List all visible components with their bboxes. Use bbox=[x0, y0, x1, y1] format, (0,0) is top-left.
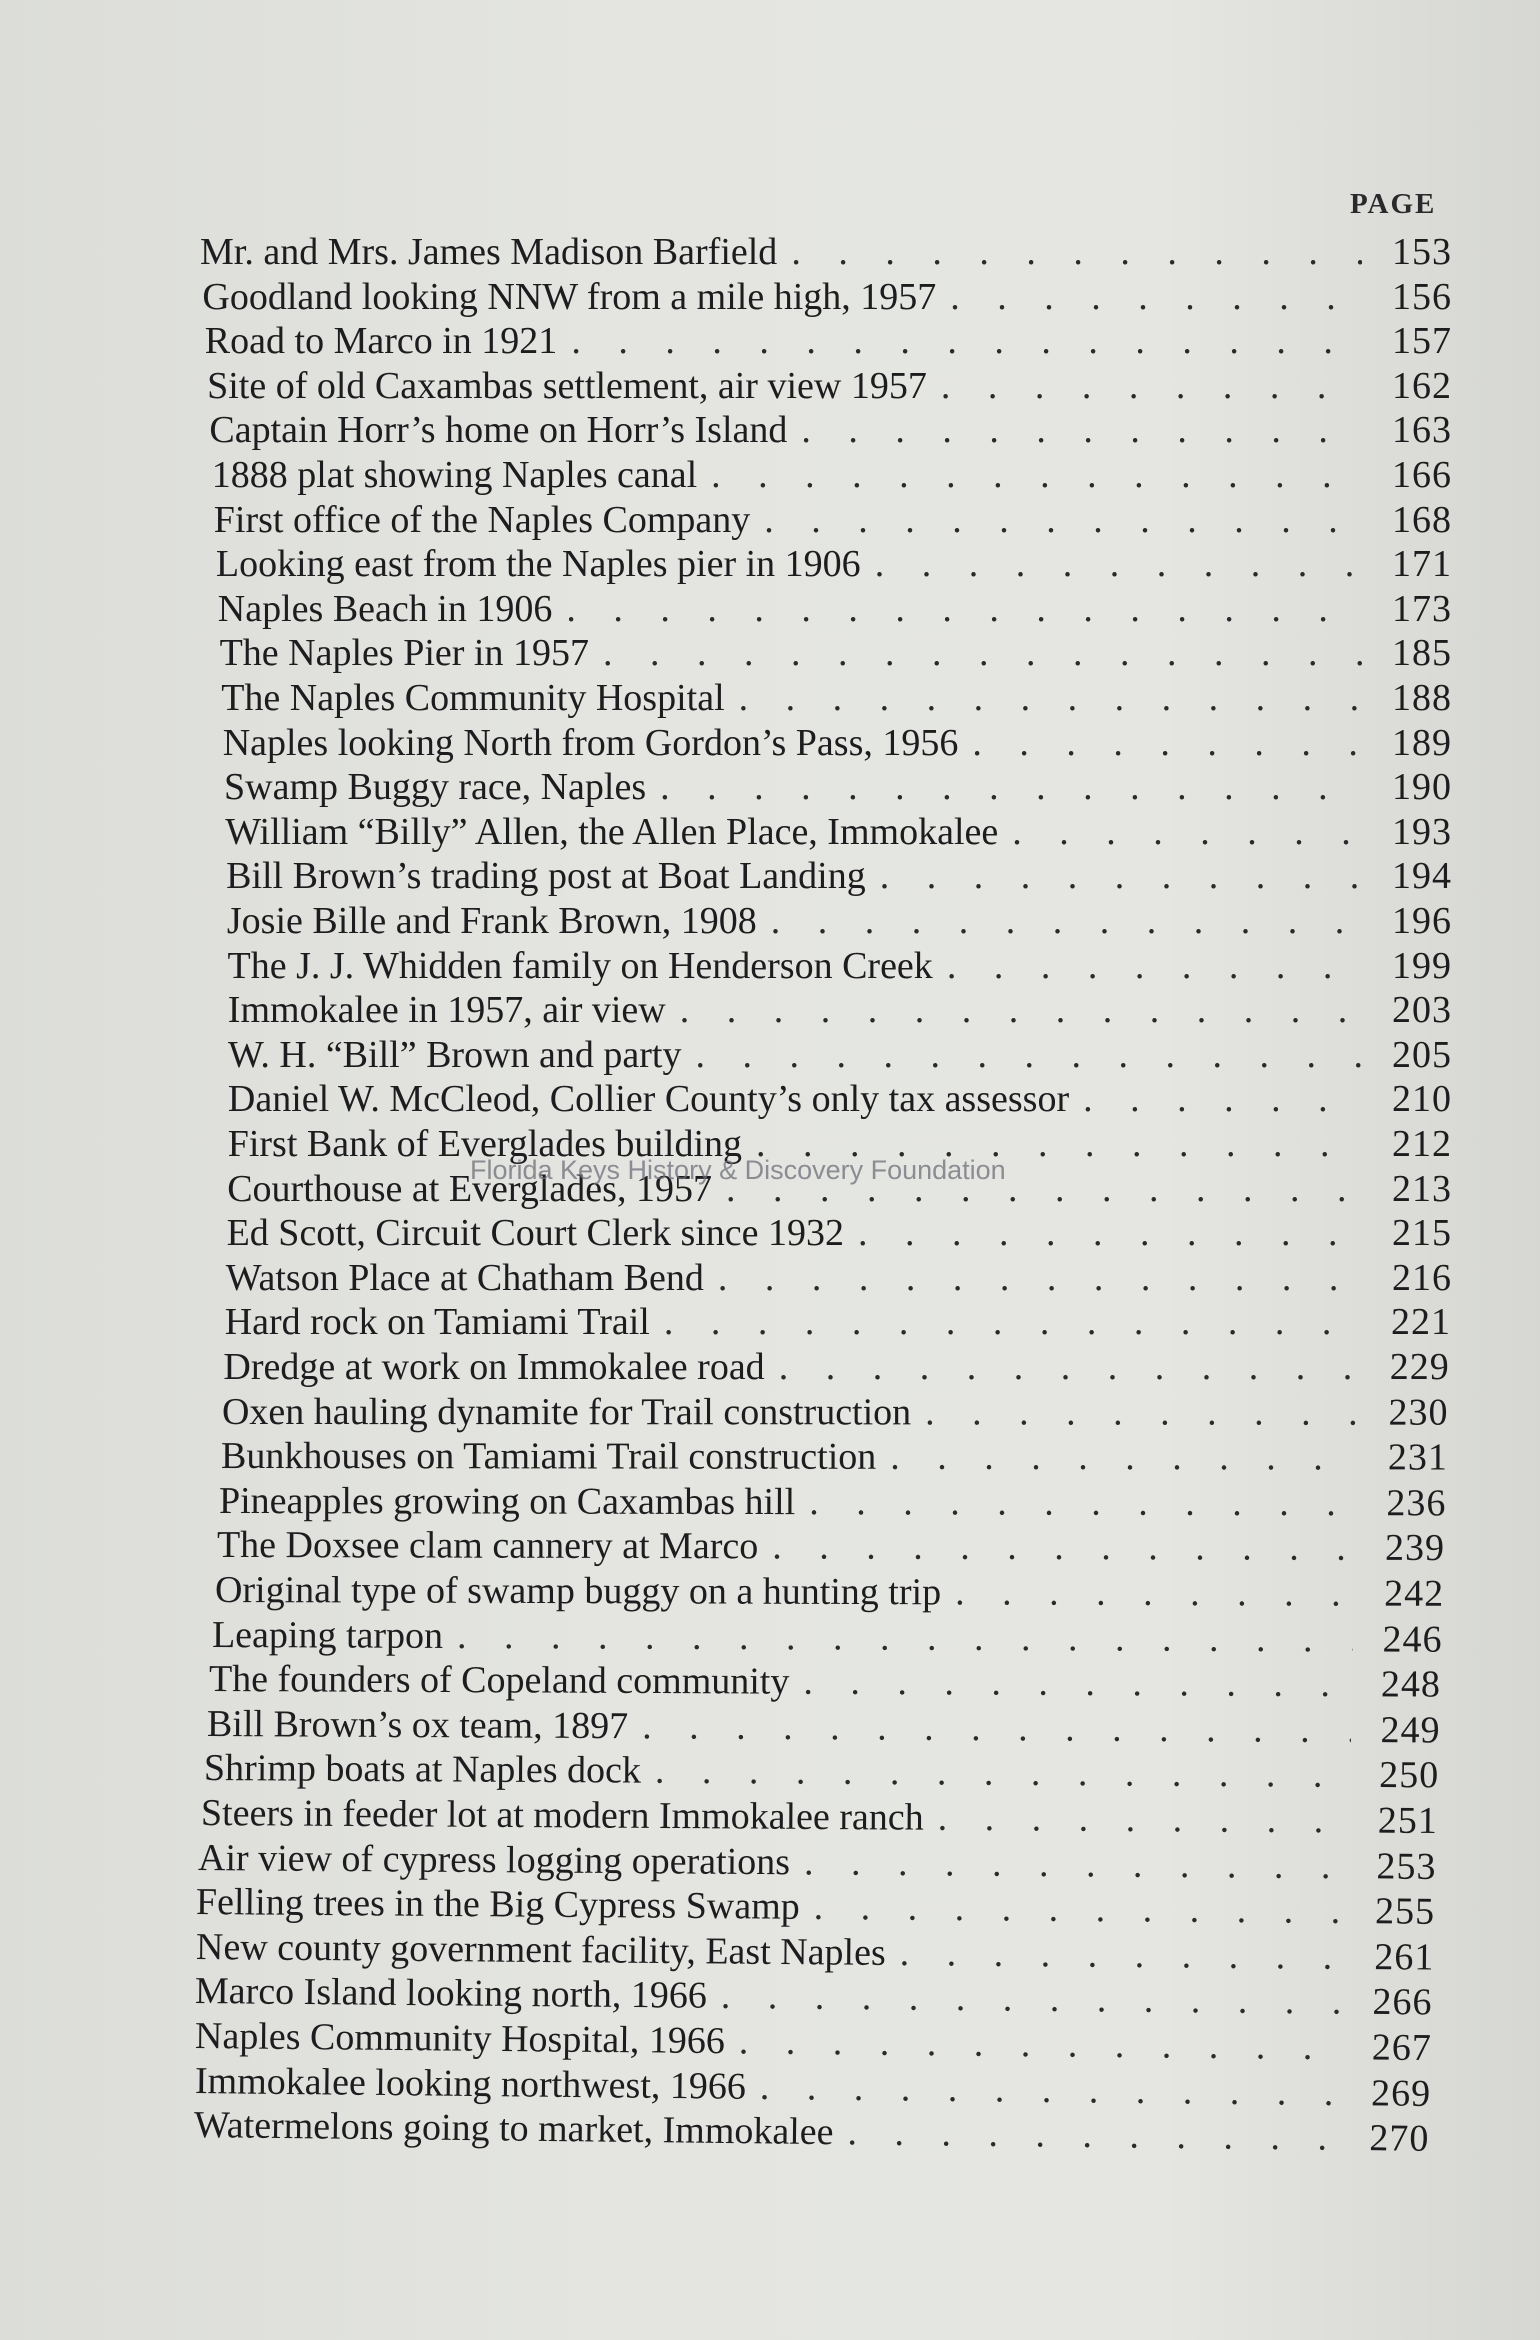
entry-title: Immokalee in 1957, air view bbox=[227, 989, 666, 1032]
list-item bbox=[225, 1300, 1451, 1344]
leader-dots bbox=[589, 631, 1362, 675]
list-item bbox=[227, 1211, 1452, 1255]
entry-page-number: 230 bbox=[1388, 1391, 1449, 1434]
list-item bbox=[228, 988, 1452, 1032]
entry-page-number: 250 bbox=[1378, 1754, 1440, 1797]
leader-dots bbox=[725, 2019, 1342, 2069]
list-item bbox=[219, 1479, 1446, 1525]
list-item bbox=[220, 1434, 1447, 1479]
entry-title: Naples Beach in 1906 bbox=[217, 587, 553, 630]
entry-page-number: 162 bbox=[1391, 364, 1452, 407]
entry-title: Marco Island looking north, 1966 bbox=[195, 1970, 708, 2018]
leader-dots bbox=[924, 1796, 1348, 1843]
list-item bbox=[214, 498, 1452, 542]
list-item bbox=[228, 944, 1453, 988]
entry-title: 1888 plat showing Naples canal bbox=[211, 454, 698, 496]
entry-title: Naples Community Hospital, 1966 bbox=[194, 2015, 726, 2063]
leader-dots bbox=[927, 364, 1362, 408]
entry-page-number: 261 bbox=[1374, 1935, 1435, 1979]
leader-dots bbox=[1069, 1077, 1362, 1121]
entry-page-number: 194 bbox=[1391, 855, 1452, 898]
list-item bbox=[224, 765, 1452, 809]
leader-dots bbox=[998, 810, 1362, 854]
leader-dots bbox=[765, 1345, 1360, 1389]
leader-dots bbox=[681, 1033, 1362, 1077]
leader-dots bbox=[941, 1570, 1354, 1615]
entry-title: Steers in feeder lot at modern Immokalee ranch bbox=[200, 1792, 924, 1839]
entry-page-number: 166 bbox=[1391, 454, 1452, 496]
entry-title: First office of the Naples Company bbox=[213, 498, 751, 541]
entry-page-number: 248 bbox=[1381, 1663, 1442, 1706]
leader-dots bbox=[861, 542, 1362, 586]
entry-title: Dredge at work on Immokalee road bbox=[223, 1346, 765, 1388]
list-item bbox=[216, 542, 1452, 586]
entry-page-number: 249 bbox=[1380, 1708, 1441, 1752]
entry-page-number: 205 bbox=[1392, 1033, 1452, 1076]
entry-title: Looking east from the Naples pier in 1906 bbox=[215, 543, 861, 586]
leader-dots bbox=[666, 988, 1362, 1032]
entry-page-number: 188 bbox=[1391, 677, 1452, 719]
list-item bbox=[215, 1568, 1444, 1616]
entry-title: Felling trees in the Big Cypress Swamp bbox=[196, 1881, 801, 1928]
entry-page-number: 210 bbox=[1391, 1078, 1452, 1121]
leader-dots bbox=[911, 1390, 1358, 1434]
entry-page-number: 255 bbox=[1375, 1890, 1436, 1933]
entry-page-number: 189 bbox=[1391, 721, 1452, 764]
entry-title: Watermelons going to market, Immokalee bbox=[193, 2104, 834, 2154]
entry-title: Site of old Caxambas settlement, air view 1957 bbox=[207, 364, 927, 407]
entry-title: Captain Horr’s home on Horr’s Island bbox=[209, 409, 788, 452]
list-item bbox=[201, 1791, 1438, 1843]
list-item bbox=[202, 275, 1452, 319]
leader-dots bbox=[758, 1525, 1355, 1570]
entry-title: The J. J. Whidden family on Henderson Creek bbox=[227, 944, 933, 987]
leader-dots bbox=[557, 319, 1362, 363]
entry-page-number: 171 bbox=[1391, 543, 1452, 586]
entry-title: Pineapples growing on Caxambas hill bbox=[218, 1479, 795, 1523]
entry-title: Watson Place at Chatham Bend bbox=[225, 1256, 704, 1299]
list-item bbox=[227, 899, 1452, 943]
entry-page-number: 168 bbox=[1391, 498, 1452, 541]
list-item bbox=[222, 1390, 1449, 1435]
entry-page-number: 163 bbox=[1391, 409, 1452, 452]
entry-page-number: 212 bbox=[1391, 1123, 1452, 1165]
entry-title: Swamp Buggy race, Naples bbox=[224, 766, 647, 809]
leader-dots bbox=[707, 1974, 1343, 2024]
leader-dots bbox=[650, 1300, 1361, 1344]
entry-title: Naples looking North from Gordon’s Pass, 1956 bbox=[222, 721, 959, 764]
leader-dots bbox=[787, 408, 1362, 452]
leader-dots bbox=[757, 899, 1362, 943]
leader-dots bbox=[646, 765, 1362, 809]
entry-page-number: 269 bbox=[1370, 2071, 1431, 2115]
entry-page-number: 196 bbox=[1391, 900, 1452, 942]
entry-page-number: 199 bbox=[1392, 944, 1452, 987]
leader-dots bbox=[443, 1613, 1353, 1660]
leader-dots bbox=[833, 2110, 1339, 2160]
leader-dots bbox=[795, 1480, 1356, 1525]
entry-title: Original type of swamp buggy on a hunting trip bbox=[214, 1569, 941, 1614]
entry-page-number: 215 bbox=[1391, 1212, 1452, 1255]
entry-page-number: 156 bbox=[1391, 275, 1452, 318]
entry-page-number: 203 bbox=[1391, 989, 1452, 1032]
entry-page-number: 157 bbox=[1391, 320, 1452, 363]
entry-page-number: 153 bbox=[1392, 231, 1452, 273]
list-item bbox=[223, 1345, 1449, 1389]
entry-title: William “Billy” Allen, the Allen Place, Immokalee bbox=[225, 810, 999, 853]
leader-dots bbox=[790, 1660, 1352, 1707]
entry-page-number: 253 bbox=[1376, 1845, 1437, 1888]
entry-title: Hard rock on Tamiami Trail bbox=[224, 1301, 650, 1344]
list-item bbox=[221, 676, 1452, 720]
leader-dots bbox=[697, 453, 1362, 497]
entry-title: The founders of Copeland community bbox=[209, 1658, 790, 1703]
leader-dots bbox=[800, 1885, 1346, 1933]
list-item bbox=[226, 1256, 1452, 1300]
entry-page-number: 246 bbox=[1382, 1618, 1443, 1661]
list-item bbox=[228, 1077, 1452, 1121]
list-item bbox=[205, 319, 1452, 363]
entry-title: The Naples Community Hospital bbox=[221, 677, 725, 719]
page-column-header: PAGE bbox=[1350, 188, 1437, 220]
entry-page-number: 173 bbox=[1391, 587, 1452, 630]
list-item bbox=[220, 631, 1452, 675]
entry-title: First Bank of Everglades building bbox=[227, 1123, 743, 1165]
leader-dots bbox=[552, 587, 1362, 631]
entry-title: Ed Scott, Circuit Court Clerk since 1932 bbox=[226, 1212, 845, 1255]
leader-dots bbox=[933, 944, 1362, 988]
entry-title: W. H. “Bill” Brown and party bbox=[228, 1033, 682, 1076]
leader-dots bbox=[876, 1435, 1358, 1480]
entry-page-number: 193 bbox=[1391, 810, 1452, 853]
entry-page-number: 242 bbox=[1383, 1572, 1444, 1615]
entry-title: Bunkhouses on Tamiami Trail construction bbox=[220, 1435, 876, 1478]
entry-title: Daniel W. McCleod, Collier County’s only tax assessor bbox=[227, 1078, 1070, 1121]
list-item bbox=[209, 408, 1452, 452]
entry-page-number: 229 bbox=[1389, 1346, 1450, 1388]
leader-dots bbox=[777, 230, 1362, 274]
leader-dots bbox=[725, 676, 1362, 720]
entry-title: Goodland looking NNW from a mile high, 1957 bbox=[202, 275, 937, 318]
leader-dots bbox=[958, 721, 1362, 765]
entry-page-number: 266 bbox=[1372, 1981, 1434, 2024]
list-item bbox=[212, 453, 1452, 497]
entry-page-number: 213 bbox=[1391, 1167, 1452, 1210]
list-item bbox=[206, 1702, 1440, 1752]
leader-dots bbox=[936, 275, 1362, 319]
list-item bbox=[225, 810, 1452, 854]
entry-page-number: 190 bbox=[1392, 766, 1452, 809]
leader-dots bbox=[790, 1840, 1347, 1888]
entry-page-number: 216 bbox=[1391, 1256, 1452, 1299]
leader-dots bbox=[641, 1749, 1349, 1797]
entry-page-number: 221 bbox=[1390, 1301, 1451, 1344]
list-item bbox=[223, 721, 1452, 765]
entry-page-number: 185 bbox=[1391, 632, 1452, 675]
entry-title: The Naples Pier in 1957 bbox=[219, 632, 589, 675]
entry-page-number: 267 bbox=[1371, 2026, 1433, 2070]
entry-title: Courthouse at Everglades, 1957 bbox=[227, 1167, 712, 1210]
leader-dots bbox=[704, 1256, 1362, 1300]
entry-title: Oxen hauling dynamite for Trail construction bbox=[221, 1390, 912, 1433]
entry-title: Air view of cypress logging operations bbox=[197, 1836, 791, 1883]
list-item bbox=[226, 854, 1452, 898]
list-item bbox=[212, 1613, 1443, 1662]
leader-dots bbox=[750, 498, 1362, 542]
entry-title: The Doxsee clam cannery at Marco bbox=[216, 1524, 759, 1568]
entry-title: Josie Bille and Frank Brown, 1908 bbox=[226, 900, 757, 942]
leader-dots bbox=[844, 1211, 1362, 1255]
leader-dots bbox=[745, 2064, 1341, 2114]
entry-page-number: 251 bbox=[1377, 1799, 1438, 1842]
leader-dots bbox=[885, 1931, 1344, 1979]
entry-title: Mr. and Mrs. James Madison Barfield bbox=[200, 231, 778, 273]
entry-title: Bill Brown’s trading post at Boat Landing bbox=[226, 855, 866, 898]
entry-title: Bill Brown’s ox team, 1897 bbox=[206, 1702, 628, 1748]
list-item bbox=[200, 230, 1452, 274]
watermark: Florida Keys History & Discovery Foundation bbox=[470, 1155, 1006, 1185]
entry-title: Shrimp boats at Naples dock bbox=[203, 1747, 641, 1792]
list-item bbox=[207, 364, 1452, 408]
list-item bbox=[218, 587, 1452, 631]
leader-dots bbox=[866, 854, 1362, 898]
entry-page-number: 270 bbox=[1369, 2117, 1430, 2160]
entry-title: Immokalee looking northwest, 1966 bbox=[194, 2059, 746, 2108]
list-item bbox=[228, 1033, 1452, 1077]
entry-page-number: 236 bbox=[1386, 1482, 1447, 1525]
leader-dots bbox=[628, 1704, 1351, 1752]
entry-title: Road to Marco in 1921 bbox=[204, 320, 558, 363]
entry-title: New county government facility, East Naples bbox=[195, 1925, 886, 1974]
list-item bbox=[204, 1746, 1439, 1797]
entry-title: Leaping tarpon bbox=[211, 1613, 444, 1657]
list-item bbox=[209, 1657, 1441, 1707]
list-item bbox=[217, 1523, 1445, 1570]
entry-page-number: 239 bbox=[1384, 1527, 1446, 1570]
entry-page-number: 231 bbox=[1387, 1436, 1448, 1479]
